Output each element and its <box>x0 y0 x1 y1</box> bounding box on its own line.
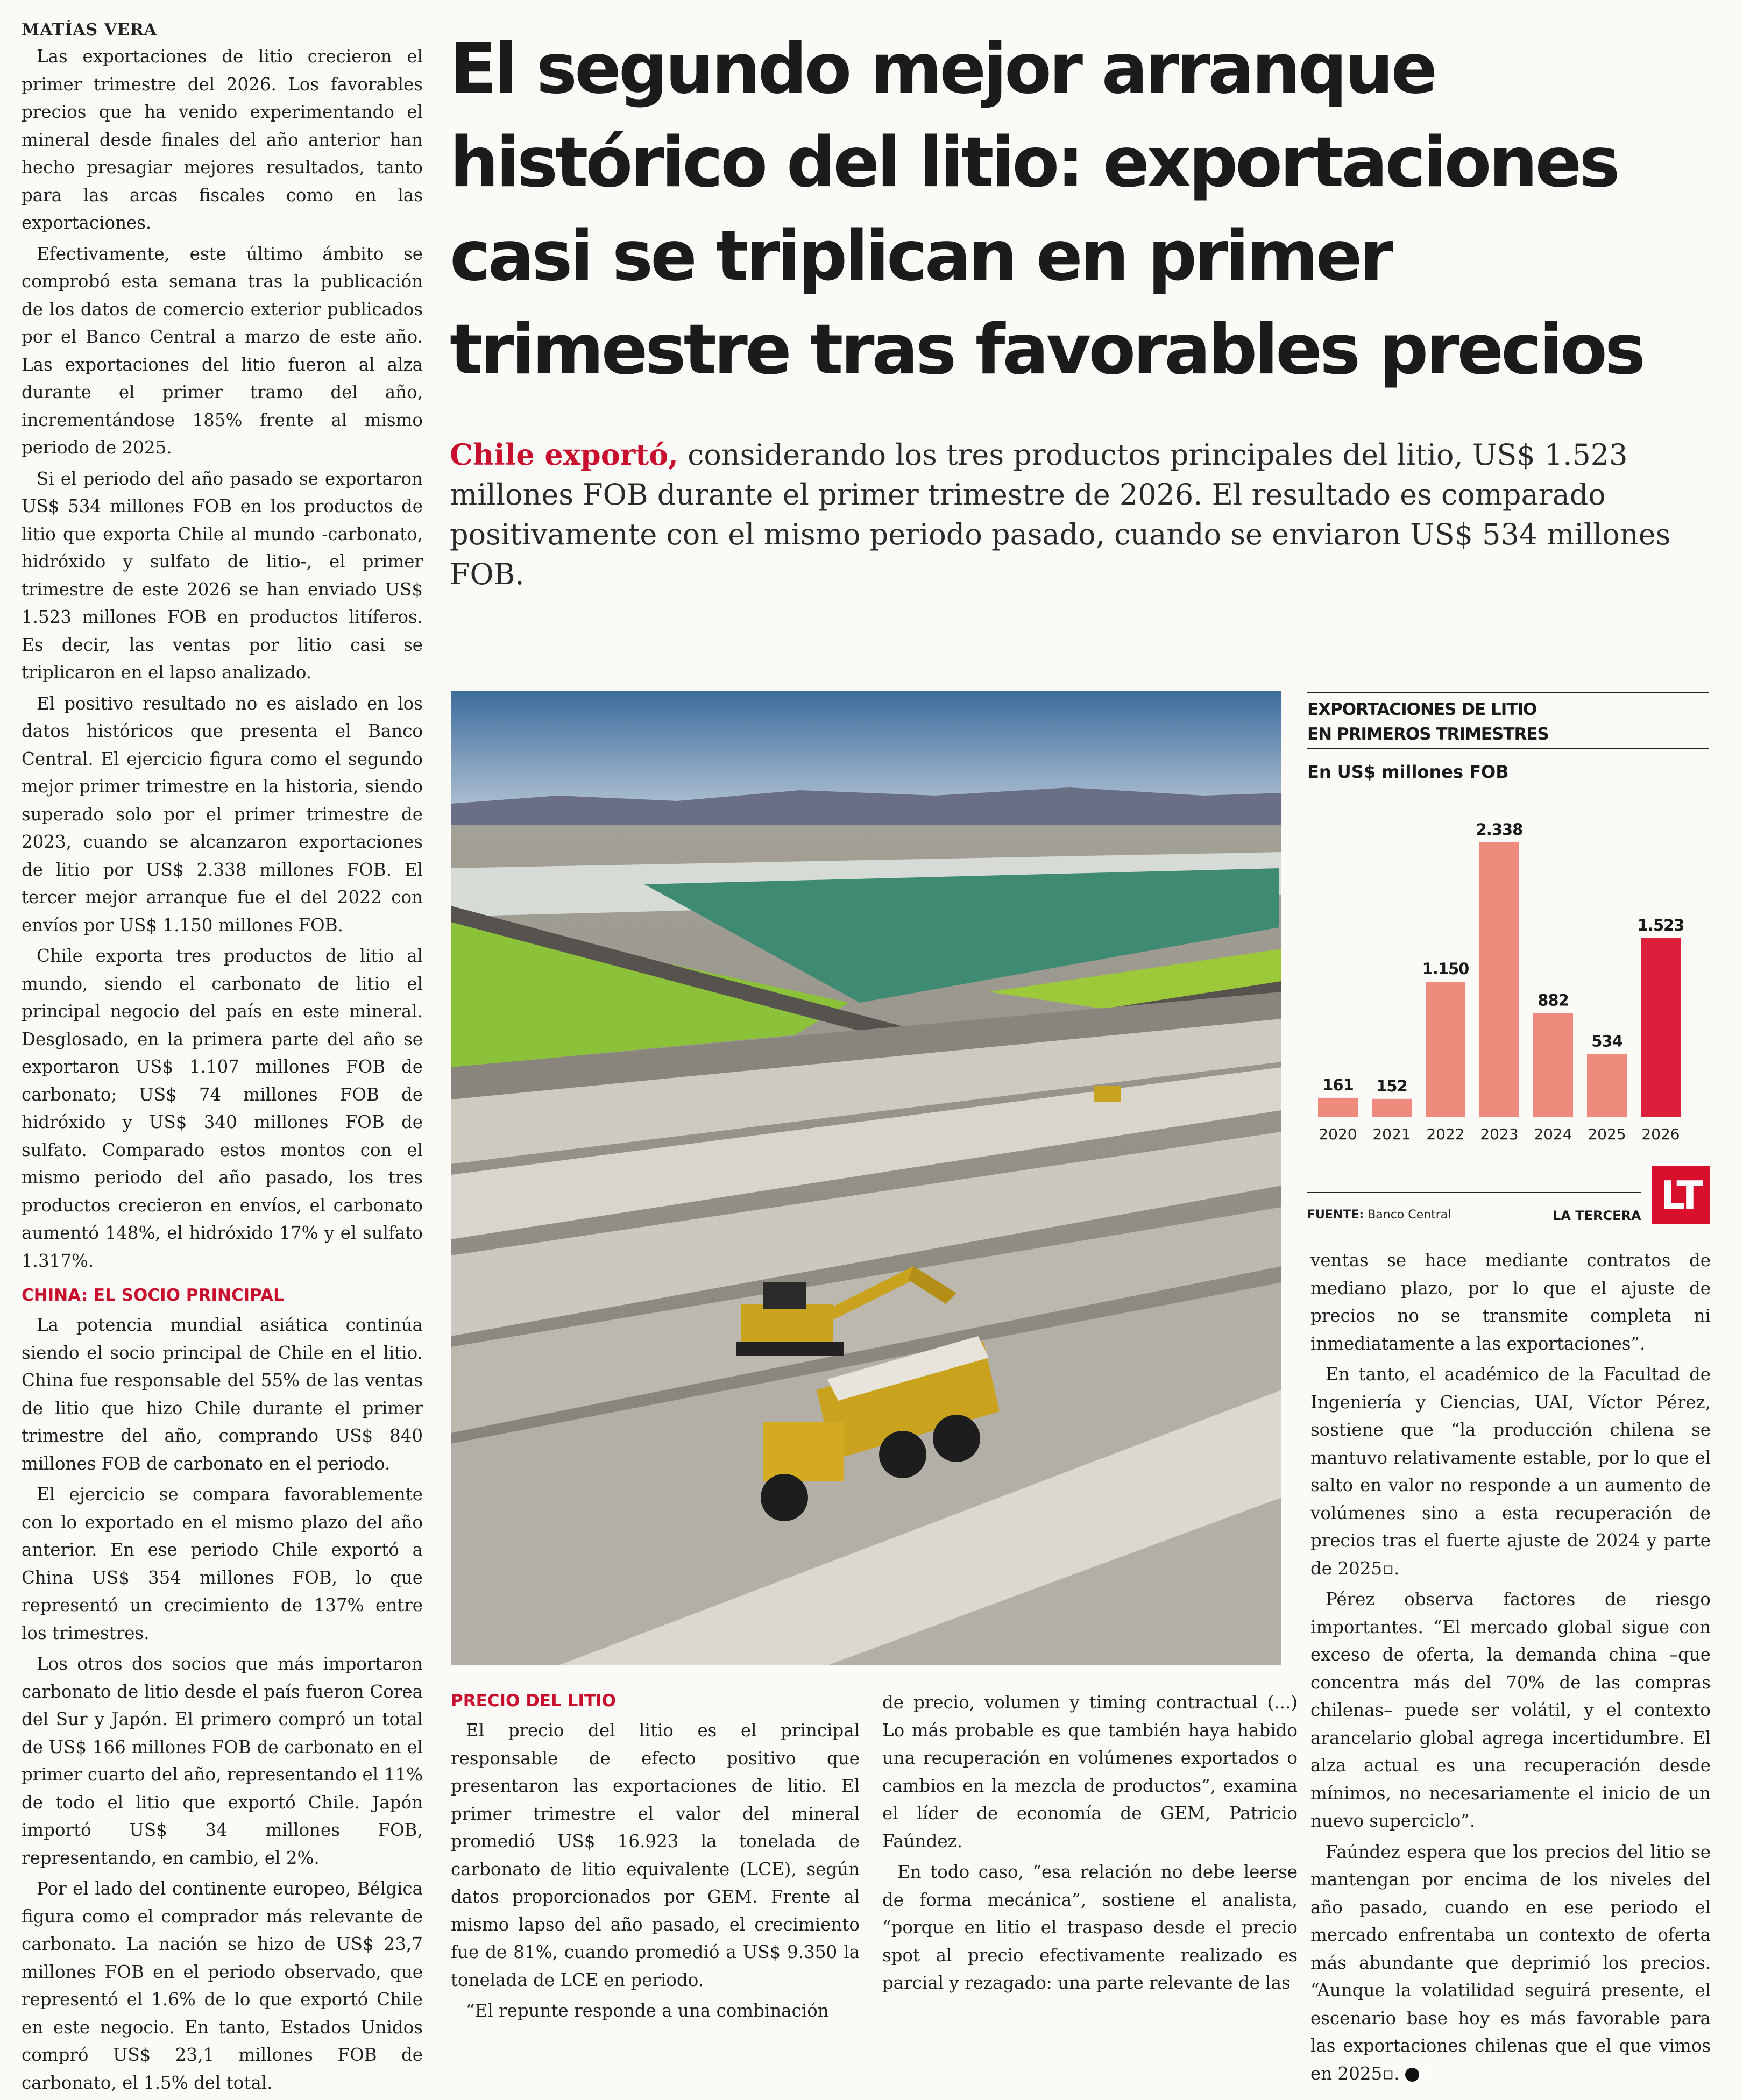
paragraph: Si el periodo del año pasado se exportaron US$ 534 millones FOB en los productos de litio que exporta Chile al mundo -carbonato, hidróxido y sulfato de litio-, el primer trimestre de este 2026 se han enviado US$ 1.523 millones FOB en productos litíferos. Es decir, las ventas por litio casi se triplicaron en el lapso analizado. <box>22 468 423 683</box>
headline-line: El segundo mejor arranque <box>450 29 1435 109</box>
end-mark-icon: P <box>1405 2068 1419 2082</box>
article-column-3 <box>882 1689 1298 2000</box>
article-column-2 <box>451 1689 860 2028</box>
value-label-2024: 882 <box>1537 991 1569 1010</box>
lithium-exports-chart <box>1307 692 1709 1224</box>
category-label-2023: 2023 <box>1480 1125 1519 1143</box>
chart-source-name: Banco Central <box>1368 1208 1451 1222</box>
chart-top-rule <box>1307 692 1709 693</box>
paragraph: Chile exporta tres productos de litio al mundo, siendo el carbonato de litio el principal negocio del país en este mineral. Desglosado, en la primera parte del año se exportaron US$ 1.107 millones FOB de carbonato; US$ 74 millones FOB de hidróxido y US$ 340 millones FOB de sulfato. Comparado estos montos con el mismo periodo del año pasado, los tres productos crecieron en envíos, el carbonato aumentó 148%, el hidróxido 17% y el sulfato 1.317%. <box>22 946 423 1271</box>
deck-lead: Chile exportó, <box>450 437 678 472</box>
chart-source-label: FUENTE: <box>1307 1208 1364 1222</box>
paragraph: ventas se hace mediante contratos de mediano plazo, por lo que el ajuste de precios no se transmite completa ni inmediatamente a las exportaciones”. <box>1310 1250 1711 1354</box>
bar-2023 <box>1479 842 1519 1117</box>
category-label-2025: 2025 <box>1588 1125 1626 1143</box>
paragraph: La potencia mundial asiática continúa siendo el socio principal de Chile en el litio. China fue responsable del 55% de las ventas de litio que hizo Chile durante el primer trimestre del año, comprando US$ 840 millones FOB de carbonato en el periodo. <box>22 1315 423 1474</box>
value-label-2023: 2.338 <box>1476 820 1523 839</box>
chart-title-rule <box>1307 748 1709 749</box>
deck <box>450 435 1687 594</box>
aerial-photo-illustration <box>451 691 1281 1665</box>
chart-title-line: EN PRIMEROS TRIMESTRES <box>1307 725 1549 744</box>
chart-source <box>1307 1208 1451 1222</box>
lithium-mine-photo <box>451 691 1281 1665</box>
value-label-2025: 534 <box>1591 1032 1622 1051</box>
article-column-5 <box>1310 1247 1711 2091</box>
article-column-1 <box>22 19 423 2100</box>
paragraph: El ejercicio se compara favorablemente con lo exportado en el mismo plazo del año anterior. En ese periodo Chile exportó a China US$ 354 millones FOB, lo que representó un crecimiento de 137% entre los trimestres. <box>22 1484 423 1643</box>
paragraph: de precio, volumen y timing contractual (...) Lo más probable es que también haya habido una recuperación en volúmenes exportados o cambios en la mezcla de productos”, examina el líder de economía de GEM, Patricio Faúndez. <box>882 1692 1298 1851</box>
paragraph: Pérez observa factores de riesgo importantes. “El mercado global sigue con exceso de oferta, la demanda china –que concentra más del 70% de las compras chilenas– puede ser volátil, y el contexto arancelario global agrega incertidumbre. El alza actual es una recuperación desde mínimos, no necesariamente el inicio de un nuevo superciclo”. <box>1310 1589 1711 1831</box>
bar-2020 <box>1318 1098 1358 1117</box>
paragraph: Las exportaciones de litio crecieron el primer trimestre del 2026. Los favorables precios que ha venido experimentando el mineral desde finales del año anterior han hecho presagiar mejores resultados, tanto para las arcas fiscales como en las exportaciones. <box>22 46 423 233</box>
paragraph: Los otros dos socios que más importaron carbonato de litio desde el país fueron Corea del Sur y Japón. El primero compró un total de US$ 166 millones FOB de carbonato en el primer cuarto del año, representando el 11% de todo el litio que exportó Chile. Japón importó US$ 34 millones FOB, representando, en cambio, el 2%. <box>22 1654 423 1868</box>
paragraph: “El repunte responde a una combinación <box>466 2000 829 2021</box>
bar-2025 <box>1587 1054 1627 1117</box>
headline-line: histórico del litio: exportaciones <box>450 123 1618 203</box>
headline-line: trimestre tras favorables precios <box>450 310 1643 390</box>
bar-2022 <box>1426 982 1465 1117</box>
paragraph: Efectivamente, este último ámbito se comprobó esta semana tras la publicación de los datos de comercio exterior publicados por el Banco Central a marzo de este año. Las exportaciones del litio fueron al alza durante el primer tramo del año, incrementándose 185% frente al mismo periodo de 2025. <box>22 243 423 458</box>
paragraph: El positivo resultado no es aislado en los datos históricos que presenta el Banco Central. El ejercicio figura como el segundo mejor primer trimestre en la historia, siendo superado solo por el primer trimestre de 2023, cuando se alcanzaron exportaciones de litio por US$ 2.338 millones FOB. El tercer mejor arranque fue el del 2022 con envíos por US$ 1.150 millones FOB. <box>22 693 423 935</box>
la-tercera-logo: LT <box>1652 1166 1710 1224</box>
category-label-2026: 2026 <box>1641 1125 1680 1143</box>
bar-2024 <box>1533 1013 1573 1117</box>
category-label-2024: 2024 <box>1534 1125 1572 1143</box>
paragraph <box>1310 1839 1711 2088</box>
category-label-2022: 2022 <box>1426 1125 1465 1143</box>
subhead-precio: PRECIO DEL LITIO <box>451 1691 616 1711</box>
value-label-2022: 1.150 <box>1422 960 1469 978</box>
paragraph: Por el lado del continente europeo, Bélgica figura como el comprador más relevante de carbonato. La nación se hizo de US$ 23,7 millones FOB en el periodo observado, que representó el 1.6% de lo que exportó Chile en este negocio. En tanto, Estados Unidos compró US$ 23,1 millones FOB de carbonato, el 1.5% del total. <box>22 1878 423 2093</box>
chart-title-line: EXPORTACIONES DE LITIO <box>1307 700 1537 719</box>
category-label-2021: 2021 <box>1372 1125 1411 1143</box>
headline <box>450 23 1709 397</box>
chart-brand: LA TERCERA <box>1553 1208 1641 1223</box>
value-label-2026: 1.523 <box>1637 916 1684 934</box>
paragraph: En todo caso, “esa relación no debe leerse de forma mecánica”, sostiene el analista, “porque en litio el traspaso desde el precio spot al precio efectivamente realizado es parcial y rezagado: una parte relevante de las <box>882 1862 1298 1993</box>
category-label-2020: 2020 <box>1319 1125 1357 1143</box>
bar-2021 <box>1372 1099 1412 1117</box>
chart-plot <box>1307 783 1709 1149</box>
value-label-2021: 152 <box>1376 1076 1407 1095</box>
bar-2026 <box>1641 938 1681 1117</box>
chart-unit-label: En US$ millones FOB <box>1307 762 1509 782</box>
chart-bottom-rule <box>1307 1192 1641 1193</box>
headline-line: casi se triplican en primer <box>450 216 1391 296</box>
byline: MATÍAS VERA <box>22 20 157 39</box>
value-label-2020: 161 <box>1322 1075 1354 1094</box>
subhead-china: CHINA: EL SOCIO PRINCIPAL <box>22 1286 284 1305</box>
paragraph: En tanto, el académico de la Facultad de Ingeniería y Ciencias, UAI, Víctor Pérez, sostiene que “la producción chilena se mantuvo relativamente estable, por lo que el salto en valor no responde a un aumento de volúmenes sino a esta recuperación de precios tras el fuerte ajuste de 2024 y parte de 2025▫. <box>1310 1364 1711 1579</box>
chart-title <box>1307 697 1549 747</box>
deck-text: considerando los tres productos principales del litio, US$ 1.523 millones FOB durante el primer trimestre de 2026. El resultado es comparado positivamente con el mismo periodo pasado, cuando se enviaron US$ 534 millones FOB. <box>450 438 1671 591</box>
paragraph: El precio del litio es el principal responsable de efecto positivo que presentaron las exportaciones de litio. El primer trimestre el valor del mineral promedió US$ 16.923 la tonelada de carbonato de litio equivalente (LCE), según datos proporcionados por GEM. Frente al mismo lapso del año pasado, el crecimiento fue de 81%, cuando promedió a US$ 9.350 la tonelada de LCE en periodo. <box>451 1720 860 1990</box>
paragraph-text: Faúndez espera que los precios del litio se mantengan por encima de los niveles del año pasado, cuando en ese periodo el mercado enfrentaba un contexto de oferta más abundante que deprimió los precios. “Aunque la volatilidad seguirá presente, el escenario base hoy es más favorable para las exportaciones chilenas que el que vimos en 2025▫. <box>1310 1841 1711 2084</box>
